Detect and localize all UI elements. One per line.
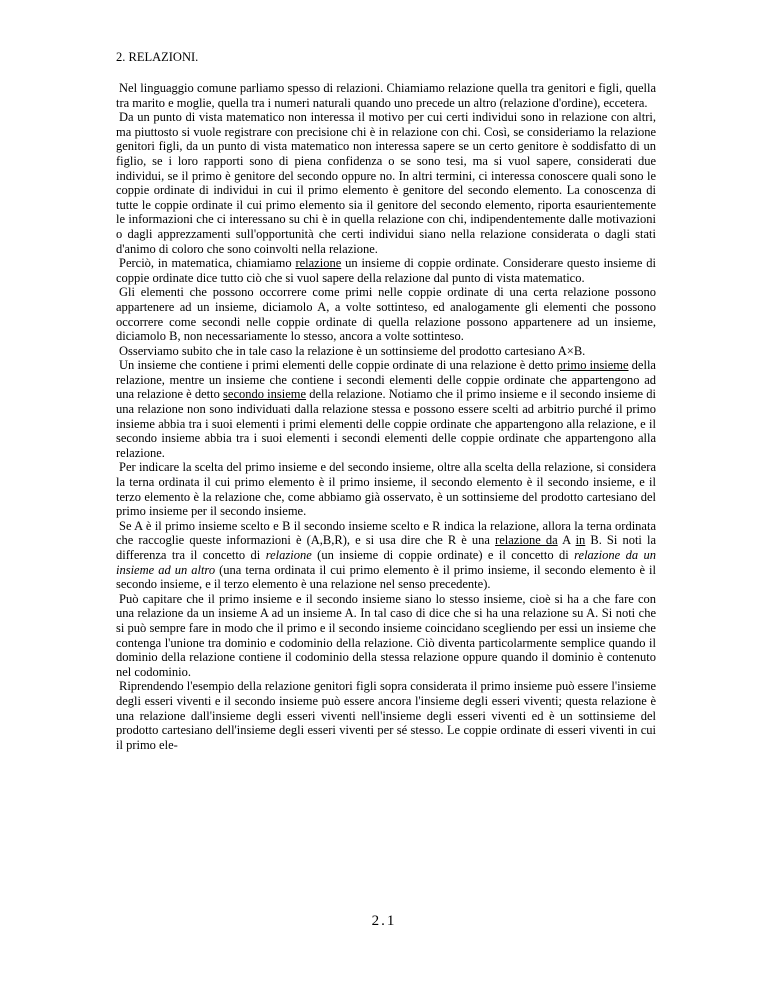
text-run: della relazione, mentre un insieme che contiene i secondi elementi delle coppie ordinate che appartengono ad una relazione è detto — [116, 358, 656, 402]
text-run: B. Si noti la differenza tra il concetto di — [116, 533, 656, 562]
text-run: Gli elementi che possono occorrere come primi nelle coppie ordinate di una certa relazione possono appartenere ad un insieme, diciamolo A, a volte sottinteso, ed analogamente gli elementi che possono occorrere come secondi nelle coppie ordinate di quella relazione possono appartenere ad un insieme, diciamolo B, non necessariamente lo stesso, ancora a volte sottinteso. — [116, 285, 656, 344]
underlined-term: relazione da — [495, 533, 558, 548]
text-run: della relazione. Notiamo che il primo insieme e il secondo insieme di una relazione non sono individuati dalla relazione stessa e possono essere scelti ad arbitrio purché il primo insieme abbia tra i suoi elementi i primi elementi delle coppie ordinate che appartengono alla relazione, e il secondo insieme abbia tra i suoi elementi i secondi elementi delle coppie ordinate che appartengono alla relazione. — [116, 387, 656, 460]
text-run: Se A è il primo insieme scelto e B il secondo insieme scelto e R indica la relazione, allora la terna ordinata che raccoglie queste informazioni è (A,B,R), e si usa dire che R è una — [116, 518, 656, 548]
text-run: Può capitare che il primo insieme e il secondo insieme siano lo stesso insieme, cioè si ha a che fare con una relazione da un insieme A ad un insieme A. In tal caso di dice che si ha una relazione su A. Si noti che si può sempre fare in modo che il primo e il secondo insieme coincidano scegliendo per essi un insieme che contenga l'unione tra dominio e codominio della relazione. Ciò diventa particolarmente semplice quando il dominio della relazione contiene il codominio della stessa relazione oppure quando il dominio è contenuto nel codominio. — [116, 591, 656, 679]
paragraph — [116, 592, 656, 680]
paragraph — [116, 679, 656, 752]
paragraph — [116, 358, 656, 460]
italic-term: relazione da un insieme ad un altro — [116, 548, 657, 577]
text-run: (un insieme di coppie ordinate) e il concetto di — [311, 548, 575, 562]
text-run: (una terna ordinata il cui primo elemento è il primo insieme, il secondo elemento è il secondo insieme, e il terzo elemento è una relazione nel senso precedente). — [116, 562, 657, 592]
text-run: Per indicare la scelta del primo insieme e del secondo insieme, oltre alla scelta della relazione, si considera la terna ordinata il cui primo elemento è il primo insieme, il secondo elemento è il secondo insieme, e il terzo elemento è la relazione che, come abbiamo già osservato, è un sottinsieme del prodotto cartesiano del primo insieme per il secondo insieme. — [116, 460, 656, 519]
text-run: A — [557, 533, 576, 548]
text-run: Riprendendo l'esempio della relazione genitori figli sopra considerata il primo insieme può essere l'insieme degli esseri viventi e il secondo insieme può essere ancora l'insieme degli esseri viventi; questa relazione è una relazione dall'insieme degli esseri viventi nell'insieme degli esseri viventi ed è un sottinsieme del prodotto cartesiano dell'insieme degli esseri viventi per sé stesso. Le coppie ordinate di esseri viventi in cui il primo ele- — [116, 679, 656, 752]
text-run: Da un punto di vista matematico non interessa il motivo per cui certi individui sono in relazione con altri, ma piuttosto si vuole registrare con precisione chi è in relazione con chi. Così, se consideriamo la relazione genitori figli, da un punto di vista matematico non interessa sapere se un certo genitore è soddisfatto di un figlio, se i loro rapporti sono di piena confidenza o se sono tesi, ma si vuol sapere, considerati due individui, se il primo è genitore del secondo oppure no. In altri termini, ci interessa conoscere quali sono le coppie ordinate di individui in cui il primo elemento è genitore del secondo elemento. La conoscenza di tutte le coppie ordinate il cui primo elemento sia il genitore del secondo elemento, riporta esaurientemente le informazioni che ci interessano su chi è in quella relazione con chi, indipendentemente dalle motivazioni o dagli apprezzamenti sull'opportunità che certi individui siano nella relazione considerata o dagli stati d'animo di coloro che sono coinvolti nella relazione. — [116, 110, 656, 256]
paragraph — [116, 285, 656, 343]
paragraph — [116, 460, 656, 518]
paragraph — [116, 344, 656, 359]
text-run: un insieme di coppie ordinate. Considerare questo insieme di coppie ordinate dice tutto ciò che si vuol sapere della relazione dal punto di vista matematico. — [116, 256, 656, 285]
underlined-term: in — [575, 533, 586, 548]
text-run: Perciò, in matematica, chiamiamo — [119, 256, 296, 271]
underlined-term: secondo insieme — [223, 387, 307, 402]
page-number: 2.1 — [371, 913, 397, 929]
text-run: Osserviamo subito che in tale caso la relazione è un sottinsieme del prodotto cartesiano A×B. — [119, 343, 586, 358]
underlined-term: relazione — [295, 256, 342, 271]
text-run: Nel linguaggio comune parliamo spesso di relazioni. Chiamiamo relazione quella tra genitori e figli, quella tra marito e moglie, quella tra i numeri naturali quando uno precede un altro (relazione d'ordine), eccetera. — [116, 81, 656, 110]
underlined-term: primo insieme — [556, 358, 629, 373]
document-page — [116, 50, 656, 752]
section-heading: 2. RELAZIONI. — [116, 50, 199, 64]
paragraph — [116, 110, 656, 256]
body-text — [116, 81, 656, 752]
paragraph — [116, 519, 656, 592]
italic-term: relazione — [265, 548, 312, 562]
paragraph — [116, 256, 656, 285]
paragraph — [116, 81, 656, 110]
text-run: Un insieme che contiene i primi elementi delle coppie ordinate di una relazione è detto — [119, 358, 557, 373]
